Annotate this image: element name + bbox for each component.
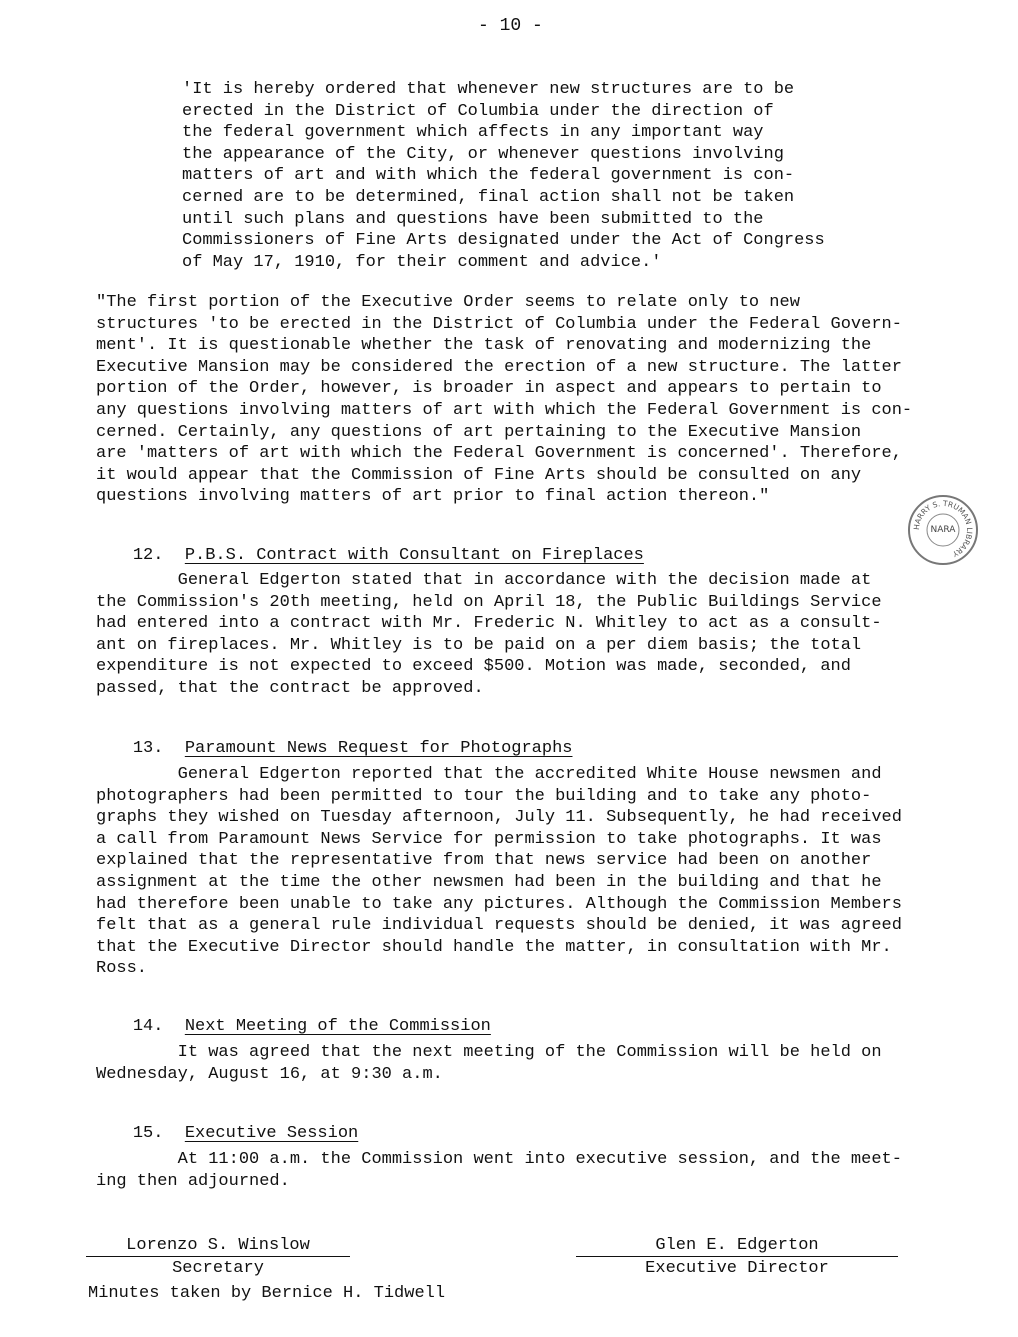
body-line: photographers had been permitted to tour the building and to take any photo- (96, 786, 872, 806)
section-12-body (96, 570, 882, 700)
quoted-commentary (96, 292, 912, 508)
body-line: It was agreed that the next meeting of the Commission will be held on (96, 1043, 882, 1062)
quote-line: 'It is hereby ordered that whenever new structures are to be (182, 80, 795, 99)
quote-line: until such plans and questions have been submitted to the (182, 209, 764, 229)
section-number: 15. (132, 1124, 164, 1143)
signature-line (86, 1256, 350, 1257)
quote-line: matters of art and with which the federal government is con- (182, 166, 795, 186)
body-line: expenditure is not expected to exceed $500. Motion was made, seconded, and (96, 657, 851, 677)
page-number: - 10 - (478, 16, 543, 36)
section-15-body (96, 1149, 902, 1192)
body-line: a call from Paramount News Service for permission to take photographs. It was (96, 829, 882, 849)
section-title: P.B.S. Contract with Consultant on Fireplaces (184, 546, 644, 565)
body-line: graphs they wished on Tuesday afternoon, July 11. Subsequently, he had received (96, 808, 902, 828)
library-stamp (908, 495, 978, 565)
body-line: felt that as a general rule individual requests should be denied, it was agreed (96, 916, 902, 936)
section-title: Executive Session (184, 1124, 359, 1143)
body-line: Ross. (96, 959, 148, 979)
stamp-ring-text: HARRY S. TRUMAN LIBRARY (911, 498, 975, 559)
commentary-line: structures 'to be erected in the District of Columbia under the Federal Govern- (96, 314, 902, 334)
body-line: that the Executive Director should handle the matter, in consultation with Mr. (96, 937, 892, 957)
body-line: General Edgerton stated that in accordance with the decision made at (96, 571, 872, 590)
signatory-name: Lorenzo S. Winslow (126, 1236, 310, 1255)
body-line: had therefore been unable to take any pictures. Although the Commission Members (96, 894, 902, 914)
quote-line: the federal government which affects in any important way (182, 123, 764, 143)
commentary-line: ment'. It is questionable whether the task of renovating and modernizing the (96, 336, 872, 356)
quote-line: of May 17, 1910, for their comment and advice.' (182, 252, 662, 272)
stamp-center-text: NARA (930, 525, 956, 535)
body-line: assignment at the time the other newsmen had been in the building and that he (96, 872, 882, 892)
signatory-name: Glen E. Edgerton (655, 1236, 819, 1255)
quote-line: the appearance of the City, or whenever questions involving (182, 144, 784, 164)
commentary-line: questions involving matters of art prior to final action thereon." (96, 487, 770, 507)
commentary-line: any questions involving matters of art with which the Federal Government is con- (96, 400, 913, 420)
commentary-line: "The first portion of the Executive Order seems to relate only to new (96, 293, 800, 312)
commentary-line: Executive Mansion may be considered the erection of a new structure. The latter (96, 357, 902, 377)
section-14-body (96, 1042, 882, 1085)
body-line: the Commission's 20th meeting, held on April 18, the Public Buildings Service (96, 592, 882, 612)
section-title: Next Meeting of the Commission (184, 1017, 491, 1036)
body-line: ant on fireplaces. Mr. Whitley is to be paid on a per diem basis; the total (96, 635, 862, 655)
section-title: Paramount News Request for Photographs (184, 739, 573, 758)
signature-line (576, 1256, 898, 1257)
body-line: explained that the representative from that news service had been on another (96, 851, 872, 871)
quoted-executive-order (182, 79, 825, 273)
commentary-line: are 'matters of art with which the Federal Government is concerned'. Therefore, (96, 444, 902, 464)
signature-executive-director (576, 1236, 898, 1278)
section-number: 12. (132, 546, 164, 565)
body-line: passed, that the contract be approved. (96, 678, 484, 698)
minutes-note: Minutes taken by Bernice H. Tidwell (88, 1284, 446, 1303)
section-13-body (96, 764, 902, 980)
body-line: ing then adjourned. (96, 1171, 290, 1191)
commentary-line: it would appear that the Commission of Fine Arts should be consulted on any (96, 465, 862, 485)
quote-line: cerned are to be determined, final action shall not be taken (182, 187, 795, 207)
section-number: 13. (132, 739, 164, 758)
body-line: At 11:00 a.m. the Commission went into executive session, and the meet- (96, 1150, 902, 1169)
body-line: Wednesday, August 16, at 9:30 a.m. (96, 1064, 443, 1084)
commentary-line: portion of the Order, however, is broader in aspect and appears to pertain to (96, 379, 882, 399)
section-number: 14. (132, 1017, 164, 1036)
signature-secretary (86, 1236, 350, 1278)
signatory-title: Executive Director (645, 1259, 829, 1278)
body-line: General Edgerton reported that the accredited White House newsmen and (96, 765, 882, 784)
signatory-title: Secretary (172, 1259, 264, 1278)
commentary-line: cerned. Certainly, any questions of art pertaining to the Executive Mansion (96, 422, 862, 442)
quote-line: Commissioners of Fine Arts designated under the Act of Congress (182, 231, 825, 251)
quote-line: erected in the District of Columbia under the direction of (182, 101, 774, 121)
body-line: had entered into a contract with Mr. Frederic N. Whitley to act as a consult- (96, 614, 882, 634)
